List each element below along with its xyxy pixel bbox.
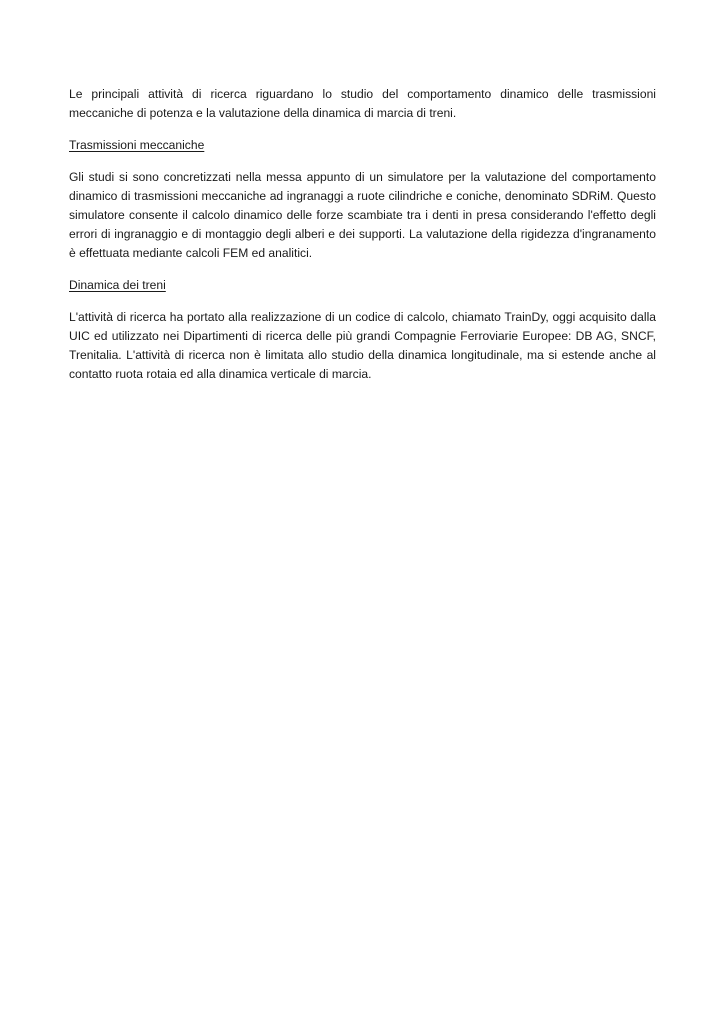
document-body: [69, 85, 656, 397]
section-heading-dinamica: Dinamica dei treni: [69, 278, 166, 292]
section-body-trasmissioni: Gli studi si sono concretizzati nella messa appunto di un simulatore per la valutazione del comportamento dinamico di trasmissioni meccaniche ad ingranaggi a ruote cilindriche e coniche, denominato SDRiM. Questo simulatore consente il calcolo dinamico delle forze scambiate tra i denti in presa considerando l'effetto degli errori di ingranaggio e di montaggio degli alberi e dei supporti. La valutazione della rigidezza d'ingranamento è effettuata mediante calcoli FEM ed analitici.: [69, 170, 656, 260]
section-heading-trasmissioni: Trasmissioni meccaniche: [69, 138, 205, 152]
section-body-dinamica: L'attività di ricerca ha portato alla realizzazione di un codice di calcolo, chiamato TrainDy, oggi acquisito dalla UIC ed utilizzato nei Dipartimenti di ricerca delle più grandi Compagnie Ferroviarie Europee: DB AG, SNCF, Trenitalia. L'attività di ricerca non è limitata allo studio della dinamica longitudinale, ma si estende anche al contatto ruota rotaia ed alla dinamica verticale di marcia.: [69, 310, 656, 381]
intro-paragraph: Le principali attività di ricerca riguardano lo studio del comportamento dinamico delle trasmissioni meccaniche di potenza e la valutazione della dinamica di marcia di treni.: [69, 87, 656, 120]
